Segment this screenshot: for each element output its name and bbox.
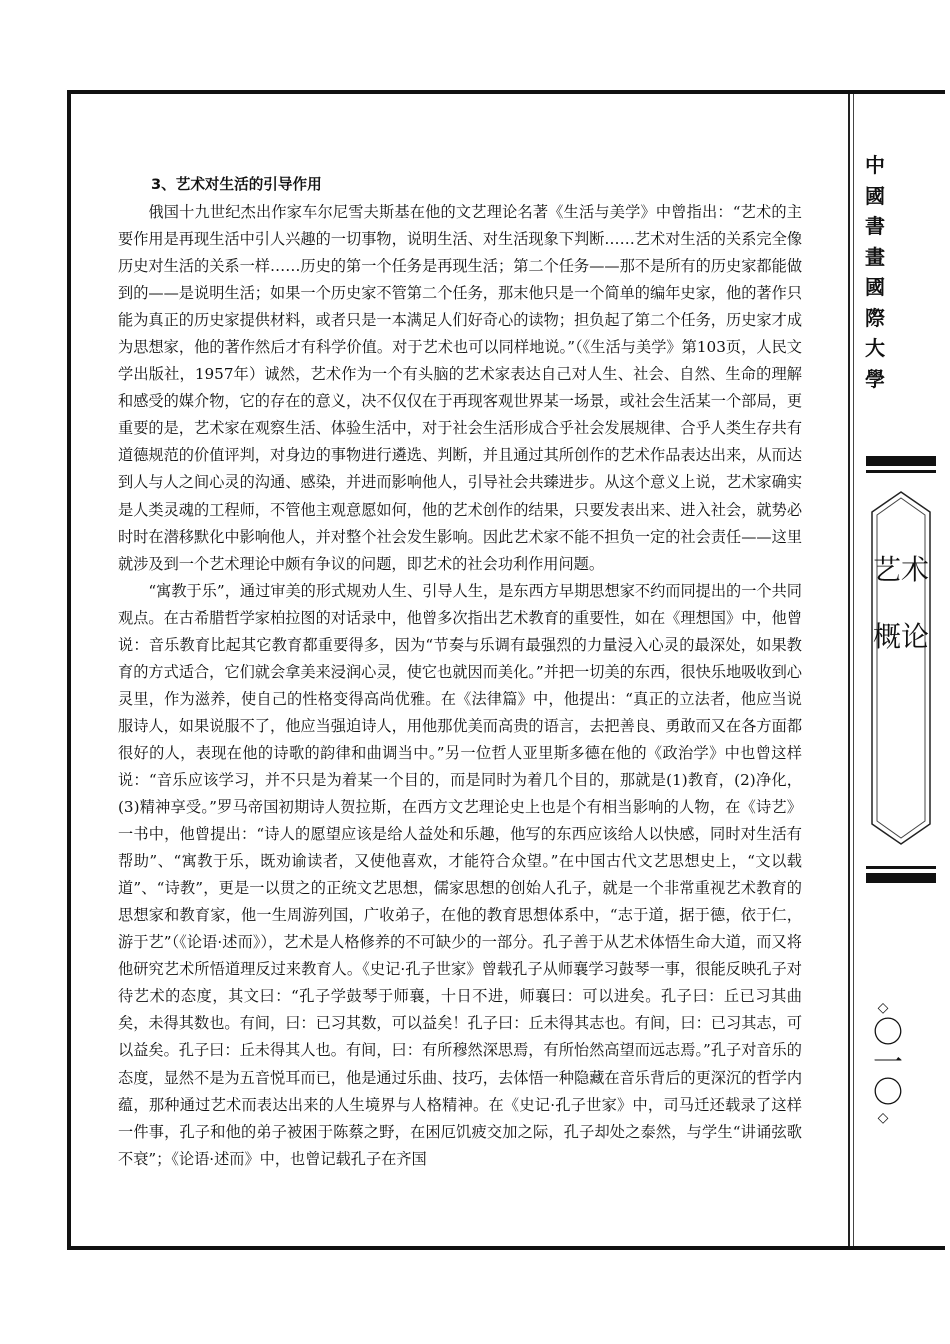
- diamond-bottom-icon: ◇: [877, 1110, 889, 1126]
- section-heading: 3、艺术对生活的引导作用: [151, 176, 322, 193]
- paragraph: “寓教于乐”，通过审美的形式规劝人生、引导人生，是东西方早期思想家不约而同提出的一个共同观点。在古希腊哲学家柏拉图的对话录中，他曾多次指出艺术教育的重要性，如在《理想国》中，他曾说：音乐教育比起其它教育都重要得多，因为“节奏与乐调有最强烈的力量浸入心灵的最深处，如果教育的方式适合，它们就会拿美来浸润心灵，使它也就因而美化。”并把一切美的东西，很快乐地吸收到心灵里，作为滋养，使自己的性格变得高尚优雅。在《法律篇》中，他提出：“真正的立法者，他应当说服诗人，如果说服不了，他应当强迫诗人，用他那优美而高贵的语言，去把善良、勇敢而又在各方面都很好的人，表现在他的诗歌的韵律和曲调当中。”另一位哲人亚里斯多德在他的《政治学》中也曾这样说：“音乐应该学习，并不只是为着某一个目的，而是同时为着几个目的，那就是(1)教育，(2)净化，(3)精神享受。”罗马帝国初期诗人贺拉斯，在西方文艺理论史上也是个有相当影响的人物，在《诗艺》一书中，他曾提出：“诗人的愿望应该是给人益处和乐趣，他写的东西应该给人以快感，同时对生活有帮助”、“寓教于乐，既劝谕读者，又使他喜欢，才能符合众望。”在中国古代文艺思想史上，“文以载道”、“诗教”，更是一以贯之的正统文艺思想，儒家思想的创始人孔子，就是一个非常重视艺术教育的思想家和教育家，他一生周游列国，广收弟子，在他的教育思想体系中，“志于道，据于德，依于仁，游于艺”（《论语·述而》），艺术是人格修养的不可缺少的一部分。孔子善于从艺术体悟生命大道，而又将他研究艺术所悟道理反过来教育人。《史记·孔子世家》曾载孔子从师襄学习鼓琴一事，很能反映孔子对待艺术的态度，其文曰：“孔子学鼓琴于师襄，十日不进，师襄曰：可以进矣。孔子曰：丘已习其曲矣，未得其数也。有间，曰：已习其数，可以益矣！孔子曰：丘未得其志也。有间，曰：已习其志，可以益矣。孔子曰：丘未得其人也。有间，曰：有所穆然深思焉，有所怡然高望而远志焉。”孔子对音乐的态度，显然不是为五音悦耳而已，他是通过乐曲、技巧，去体悟一种隐藏在音乐背后的更深沉的哲学内蕴，那种通过艺术而表达出来的人生境界与人格精神。在《史记·孔子世家》中，司马迁还载录了这样一件事，孔子和他的弟子被困于陈蔡之野，在困厄饥疲交加之际，孔子却处之泰然，与学生“讲诵弦歌不衰”；《论语·述而》中，也曾记载孔子在齐国: [118, 581, 802, 1168]
- sidebar-divider-inner: [853, 94, 854, 1246]
- title-bar-bottom-thin: [866, 866, 936, 869]
- book-title: 艺术概论: [872, 553, 929, 653]
- title-bar-top: [866, 456, 936, 466]
- sidebar-divider: [848, 94, 850, 1246]
- title-bar-top-thin: [866, 470, 936, 473]
- diamond-top-icon: ◇: [877, 1000, 889, 1016]
- page-number-block: [866, 1000, 900, 1126]
- school-name: 中國書畫國際大學: [865, 153, 885, 391]
- body-text: [118, 175, 802, 1173]
- paragraph: 俄国十九世纪杰出作家车尔尼雪夫斯基在他的文艺理论名著《生活与美学》中曾指出：“艺术的主要作用是再现生活中引人兴趣的一切事物，说明生活、对生活现象下判断……艺术对生活的关系完全像历史对生活的关系一样……历史的第一个任务是再现生活；第二个任务——那不是所有的历史家都能做到的——是说明生活；如果一个历史家不管第二个任务，那末他只是一个简单的编年史家，他的著作只能为真正的历史家提供材料，或者只是一本满足人们好奇心的读物；担负起了第二个任务，历史家才成为思想家，他的著作然后才有科学价值。对于艺术也可以同样地说。”（《生活与美学》第103页，人民文学出版社，1957年）诚然，艺术作为一个有头脑的艺术家表达自己对人生、社会、自然、生命的理解和感受的媒介物，它的存在的意义，决不仅仅在于再现客观世界某一场景，或社会生活某一个部局，更重要的是，艺术家在观察生活、体验生活中，对于社会生活形成合乎社会发展规律、合乎人类生存共有道德规范的价值评判，对身边的事物进行遴选、判断，并且通过其所创作的艺术作品表达出来，从而达到人与人之间心灵的沟通、感染，并进而影响他人，引导社会共臻进步。从这个意义上说，艺术家确实是人类灵魂的工程师，不管他主观意愿如何，他的艺术创作的结果，只要发表出来、进入社会，就势必时时在潜移默化中影响他人，并对整个社会发生影响。因此艺术家不能不担负一定的社会责任——这里就涉及到一个艺术理论中颇有争议的问题，即艺术的社会功利作用问题。: [118, 203, 802, 573]
- title-bar-bottom: [866, 873, 936, 883]
- page-number: 〇一〇: [867, 1016, 902, 1106]
